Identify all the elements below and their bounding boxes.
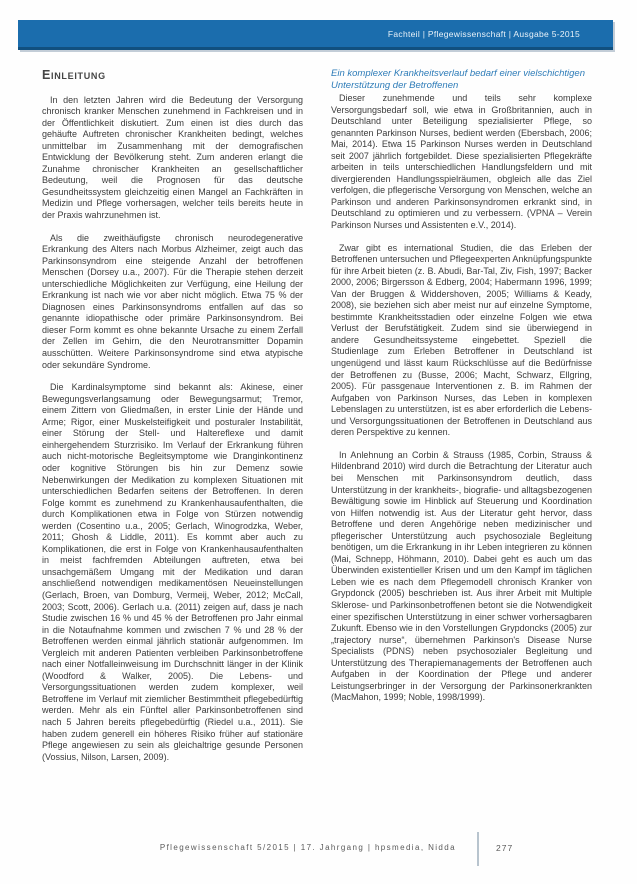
right-paragraph-3: In Anlehnung an Corbin & Strauss (1985, Corbin, Strauss & Hildenbrand 2010) wird durch die Betrachtung der Literatur auch bei Menschen mit Parkinsonsyndrom deutlich, dass Unterstützung in der krankheits-, biografie- und alltagsbezogenen Bewältigung sowie im Hinblick auf Steuerung und Koordination von Hilfen notwendig ist. Aus der Literatur geht hervor, dass Betroffene und deren Angehörige neben medizinischer und pflegerischer Unterstützung auch psychosoziale Begleitung benötigen, um die Erkrankung in ihr Leben integrieren zu können (Mai, Schnepp, Höhmann, 2010). Dabei geht es auch um das Überwinden existentieller Krisen und um den Kampf im täglichen Leben wie es nach dem Pflegemodell chronisch Kranker von Grypdonck (2005) beschrieben ist. Aus ihrer Arbeit mit Multiple Sklerose- und Parkinsonbetroffenen betont sie die Notwendigkeit einer spezifischen Unterstützung in einer schwer vorhersagbaren Zukunft. Ebenso wie in den Vorstellungen Grypdoncks (2005) zur „trajectory nurse“, übernehmen Parkinson's Disease Nurse Specialists (PDNS) neben psychosozialer Begleitung und Unterstützung des Therapiemanagements der Betroffenen auch Aufgaben in der Koordination der Pflege und anderer Leistungserbringer in der Versorgung der Parkinsonerkrankten (MacMahon, 1999; Noble, 1998/1999). xyxy=(331,449,592,703)
footer-divider xyxy=(477,832,479,866)
article-body xyxy=(42,68,593,774)
section-heading-einleitung: Einleitung xyxy=(42,68,106,82)
left-column xyxy=(42,68,303,774)
right-paragraph-2: Zwar gibt es international Studien, die das Erleben der Betroffenen untersuchen und Pflegeexperten Anknüpfungspunkte für ihre Arbeit bieten (z. B. Abudi, Bar-Tal, Ziv, Fish, 1997; Backer 2000, 2006; Birgersson & Edberg, 2004; Habermann 1996, 1999; Van der Bruggen & Widdershoven, 2005; Williams & Keady, 2008), sie beziehen sich aber meist nur auf einzelne Symptome, bestimmte Krankheitsstadien oder einzelne Folgen wie etwa Verlust der Berufstätigkeit. Zudem sind sie überwiegend in andere Gesundheitssysteme eingebettet. Speziell die Studienlage zum Erleben Betroffener in Deutschland ist ungenügend und lässt kaum Rückschlüsse auf die Bedürfnisse der Betroffenen zu (Busse, 2006; Macht, Schwarz, Ellgring, 2005). Für passgenaue Interventionen z. B. im Rahmen der Aufgaben von Parkinson Nurses, das Leben in komplexen Lebenslagen zu unterstützen, ist es aber erforderlich die Lebens- und Versorgungssituationen der Betroffenen in Deutschland aus deren Perspektive zu kennen. xyxy=(331,242,592,438)
left-paragraph-2: Als die zweithäufigste chronisch neurodegenerative Erkrankung des Alters nach Morbus Alzheimer, zeigt auch das Parkinsonsyndrom eine steigende Anzahl der betroffenen Menschen (Dorsey u.a., 2007). Für die Therapie stehen derzeit unterschiedliche Möglichkeiten zur Verfügung, eine Heilung der Erkrankung ist nach wie vor aber nicht möglich. Etwa 75 % der Diagnosen eines Parkinsonsyndroms entfallen auf das so genannte idiopathische oder primäre Parkinsonsyndrom. Bei dieser Form kommt es ohne bekannte Ursache zu einem Zerfall der Zellen im Gehirn, die den Neurotransmitter Dopamin ausschütten. Weitere Parkinsonsyndrome sind etwa atypische oder sekundäre Syndrome. xyxy=(42,232,303,370)
page-number: 277 xyxy=(496,843,514,853)
right-column xyxy=(331,68,592,774)
left-paragraph-1: In den letzten Jahren wird die Bedeutung der Versorgung chronisch kranker Menschen zunehmend in Fachkreisen und in der Öffentlichkeit diskutiert. Zum einen ist dies durch das gehäufte Auftreten chronischer Krankheiten bedingt, welches unmittelbar im Zusammenhang mit der demografischen Entwicklung der Bevölkerung steht. Zum anderen erlangt die Zunahme chronischer Krankheiten an gesellschaftlicher Bedeutung, weil die Prognosen für das deutsche Gesundheitssystem gleichzeitig einen Mangel an Fachkräften in Medizin und Pflege vorhersagen, welcher teils bereits heute in der Praxis wahrzunehmen ist. xyxy=(42,94,303,221)
header-breadcrumb: Fachteil | Pflegewissenschaft | Ausgabe 5-2015 xyxy=(387,28,580,39)
page-footer xyxy=(0,830,637,870)
left-paragraph-3: Die Kardinalsymptome sind bekannt als: Akinese, einer Bewegungsverlangsamung oder Bewegungsarmut; Tremor, einem Zittern von Gliedmaßen, in erster Linie der Hände und Arme; Rigor, einer Muskelsteifigkeit und posturaler Instabilität, einer Störung der Stell- und Haltereflexe und damit einhergehendem Sturzrisiko. Im Verlauf der Erkrankung führen auch nicht-motorische Begleitsymptome wie Dranginkontinenz oder kognitive Störungen bis hin zur Demenz sowie Nebenwirkungen der Medikation zu komplexen Situationen mit unterschiedlichen Bedarfen seitens der Betroffenen. In deren Folge kommt es zunehmend zu Krankenhausaufenthalten, die durch Komplikationen etwa in Folge von Stürzen notwendig werden (Cosentino u.a., 2005; Gerlach, Winogrodzka, Weber, 2011; Ghosh & Liddle, 2011). Es kommt aber auch zu Komplikationen, die erst in Folge von Krankenhausaufenthalten in meist fachfremden Abteilungen auftreten, etwa bei unsachgemäßem Umgang mit der Medikation und daran anschließend notwendigen medikamentösen Neueinstellungen (Gerlach, Broen, van Domburg, Vermeij, Weber, 2012; McCall, 2003; Scott, 2006). Gerlach u.a. (2011) zeigen auf, dass je nach Studie zwischen 16 % und 45 % der Betroffenen pro Jahr einmal in die Notaufnahme kommen und zwischen 7 % und 28 % der Betroffenen werden einmal jährlich stationär aufgenommen. Im Vergleich mit anderen Patienten verbleiben Parkinsonbetroffene nach einer Notfalleinweisung im Durchschnitt länger in der Klinik (Woodford & Walker, 2005). Die Lebens- und Versorgungssituationen werden zudem komplexer, weil Betroffene im Verlauf mit ziemlicher Bestimmtheit pflegebedürftig werden. Mehr als ein Fünftel aller Parkinsonbetroffenen sind nach 5 Jahren bereits pflegebedürftig (Riedel u.a., 2011). Sie haben zudem generell ein höheres Risiko früher auf stationäre Pflege angewiesen zu sein als gleichaltrige gesunde Personen (Vossius, Nilson, Larsen, 2009). xyxy=(42,382,303,762)
page-header-bar xyxy=(18,20,613,50)
right-paragraph-1: Dieser zunehmende und teils sehr komplexe Versorgungsbedarf soll, wie etwa in Großbritannien, auch in Deutschland unter Beteiligung spezialisierter Pflege, so genannten Parkinson Nurses, bedient werden (Ebersbach, 2006; Mai, 2014). Etwa 15 Parkinson Nurses werden in Deutschland seit 2007 jährlich fortgebildet. Diese spezialisierten Pflegekräfte arbeiten in teils unterschiedlichen Handlungsfeldern und mit divergierenden Handlungsspielräumen, obgleich alle das Ziel verfolgen, die pflegerische Versorgung von Menschen, welche an Parkinson und anderen Parkinsonsyndromen erkrankt sind, in Deutschland zu optimieren und zu verbessern. (VPNA – Verein Parkinson Nurses und Assistenten e.V., 2014). xyxy=(331,93,592,231)
journal-info: Pflegewissenschaft 5/2015 | 17. Jahrgang | hpsmedia, Nidda xyxy=(159,843,456,852)
subsection-heading: Ein komplexer Krankheitsverlauf bedarf einer vielschichtigen Unterstützung der Betroffenen xyxy=(331,68,585,91)
